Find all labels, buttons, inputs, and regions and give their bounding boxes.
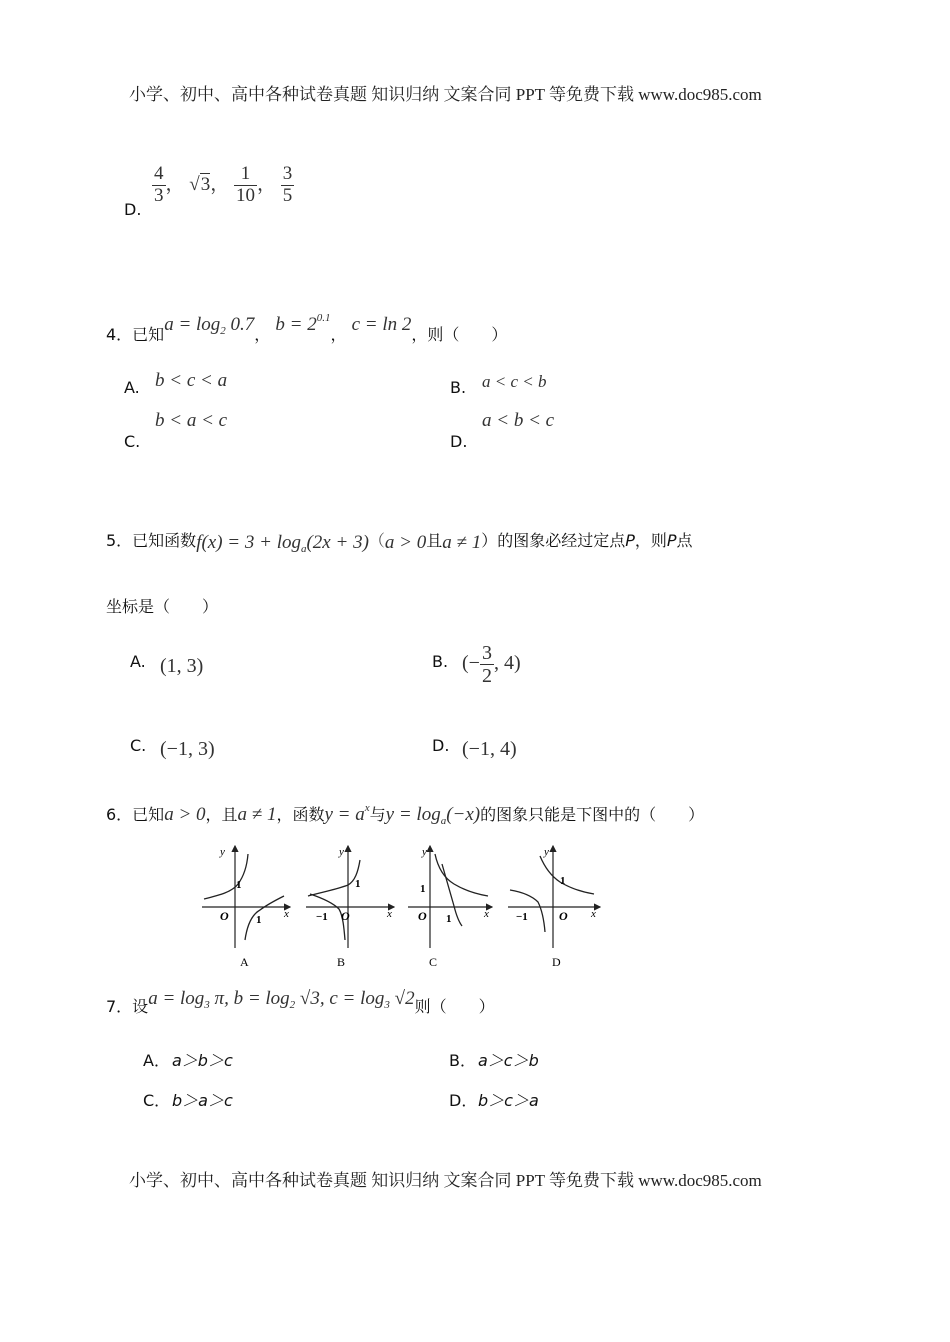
denominator: 3 (154, 184, 164, 206)
question-number: 6．已知 (106, 805, 165, 824)
fraction (281, 164, 295, 207)
q4-option-b-label: B. (450, 378, 467, 397)
question-number: 7．设 (106, 997, 149, 1016)
log-curve (245, 896, 284, 940)
q5-option-b-label: B. (432, 652, 449, 671)
origin-label: O (341, 909, 350, 923)
x-axis-label: x (591, 908, 596, 920)
denominator: 2 (481, 665, 492, 687)
q5-option-a-expr: (1, 3) (160, 655, 204, 677)
x-axis-label: x (484, 908, 489, 920)
q3-option-d-label: D. (124, 200, 142, 219)
q5-stem: 5．已知函数$f(x) = 3 + \log_a(2x + 3)(a > 0$且a ≠ 1）的图象必经过定点P，则P点 (106, 531, 693, 555)
q5-option-b-expr: (− $\frac{3}{2}$ , 4) (462, 642, 521, 687)
page-footer: 小学、初中、高中各种试卷真题 知识归纳 文案合同 PPT 等免费下载 www.doc985.com (129, 1171, 762, 1190)
q6-stem: 6．已知a > 0，且a ≠ 1，函数$y = a^x$与$y = \log_a(-x)$的图象只能是下图中的（ ） (106, 802, 705, 827)
q4-option-d-expr: a < b < c (482, 410, 555, 431)
graph-caption: A (240, 955, 249, 969)
question-number: 5．已知函数 (106, 531, 197, 550)
separator: ， (165, 173, 185, 195)
graph-caption: C (429, 955, 438, 969)
q4-option-c-expr: b < a < c (155, 410, 228, 431)
exp-curve (435, 854, 488, 896)
y-axis-label: y (422, 846, 427, 858)
q5-option-d-expr: (−1, 4) (462, 738, 517, 760)
q4-c-expr: c = ln 2 (351, 314, 412, 335)
q5-option-d-label: D. (432, 736, 450, 755)
y-axis-label: y (339, 846, 344, 858)
q4-a-expr: $a = \log_2 0.7$ (164, 314, 255, 337)
q7-option-a-expr: a＞b＞c (172, 1051, 233, 1070)
q6-log-function: $y = \log_a(-x)$ (385, 804, 481, 827)
separator: ， (256, 173, 276, 195)
q5-option-a-label: A. (130, 652, 146, 671)
q7-option-d-expr: b＞c＞a (478, 1091, 539, 1110)
y-intercept-label: 1 (420, 883, 426, 895)
x-intercept-label: 1 (446, 913, 452, 925)
graph-caption: D (552, 955, 561, 969)
denominator: 10 (235, 184, 255, 206)
sqrt-sign: √ (189, 173, 200, 195)
y-intercept-label: 1 (355, 878, 361, 890)
x-axis-label: x (387, 908, 392, 920)
numerator: 1 (234, 164, 257, 186)
x-intercept-label: −1 (516, 911, 528, 923)
q5-condition-1: a > 0 (384, 532, 427, 553)
q6-graphs-svg (198, 840, 608, 972)
fraction (480, 642, 494, 687)
sqrt-radicand: 3 (200, 173, 211, 195)
q4-option-a-label: A. (124, 378, 140, 397)
q7-definitions: $a = \log_3 \pi$, $b = \log_2 √3$, $c = \log_3 √2$ (148, 988, 415, 1011)
y-intercept-label: 1 (560, 875, 566, 887)
q4-option-a-expr: b < c < a (155, 370, 228, 391)
graph-caption: B (337, 955, 346, 969)
log-curve (442, 864, 462, 926)
numerator: 4 (154, 163, 164, 184)
x-intercept-label: 1 (256, 914, 262, 926)
fraction (234, 164, 257, 207)
q7-option-c-expr: b＞a＞c (172, 1091, 233, 1110)
graph-c (408, 846, 492, 969)
q5-option-c-label: C. (130, 736, 147, 755)
x-axis-label: x (284, 908, 289, 920)
q5-function-expr: $f(x) = 3 + \log_a(2x + 3)$ (196, 532, 369, 555)
q4-stem: 4．已知$a = \log_2 0.7$， $b = 2^{0.1}$， c = ln 2，则（ ） (106, 312, 508, 344)
q5-stem-line2: 坐标是（ ） (106, 597, 219, 616)
q7-option-c-label: C． (143, 1091, 171, 1110)
q4-b-expr: $b = 2^{0.1}$ (275, 312, 331, 335)
question-number: 4．已知 (106, 325, 165, 344)
q5-option-c-expr: (−1, 3) (160, 738, 215, 760)
origin-label: O (220, 909, 229, 923)
graph-b (306, 846, 394, 969)
x-intercept-label: −1 (316, 911, 328, 923)
graph-d (508, 846, 600, 969)
q6-graph-options (198, 840, 608, 972)
y-axis-label: y (220, 846, 225, 858)
denominator: 5 (282, 184, 293, 206)
graph-a (202, 846, 290, 969)
q7-option-b-expr: a＞c＞b (478, 1051, 539, 1070)
numerator: 3 (481, 642, 492, 664)
exp-curve (204, 854, 248, 899)
q4-option-c-label: C. (124, 432, 141, 451)
y-intercept-label: 1 (236, 879, 242, 891)
q7-option-d-label: D． (449, 1091, 478, 1110)
q3-option-d-expr (152, 164, 294, 207)
fraction (152, 164, 166, 207)
q6-exp-function: $y = a^x$ (324, 802, 370, 825)
numerator: 3 (282, 163, 293, 184)
q7-option-a-label: A． (143, 1051, 170, 1070)
q5-condition-2: a ≠ 1 (442, 532, 482, 553)
exp-curve (308, 860, 360, 896)
page-header: 小学、初中、高中各种试卷真题 知识归纳 文案合同 PPT 等免费下载 www.doc985.com (129, 85, 762, 104)
y-axis-label: y (544, 846, 549, 858)
origin-label: O (418, 909, 427, 923)
q7-option-b-label: B． (449, 1051, 476, 1070)
separator: ， (210, 173, 230, 195)
q4-option-b-expr: a < c < b (482, 372, 547, 391)
origin-label: O (559, 909, 568, 923)
exp-curve (540, 856, 594, 894)
q7-stem: 7．设$a = \log_3 \pi$, $b = \log_2 √3$, $c = \log_3 √2$则（ ） (106, 988, 495, 1016)
q4-option-d-label: D. (450, 432, 468, 451)
